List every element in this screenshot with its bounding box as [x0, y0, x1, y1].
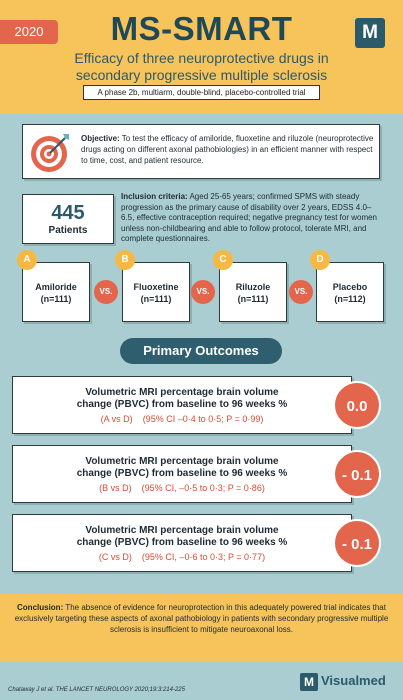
outcome-title: Volumetric MRI percentage brain volume change (PBVC) from baseline to 96 weeks % [76, 456, 288, 479]
page-subtitle: Efficacy of three neuroprotective drugs in secondary progressive multiple sclerosis [74, 50, 329, 83]
arm-badge-b: B [115, 250, 135, 270]
objective-card [22, 124, 380, 179]
inclusion-label: Inclusion criteria: [121, 192, 188, 201]
conclusion-text: The absence of evidence for neuroprotection in this adequately powered trial indicates that exclusively targeting these aspects of axonal pathobiology in patients with secondary progressive multiple sclerosis is insufficient to mitigate neuroaxonal loss. [14, 603, 389, 634]
outcome-stats: (B vs D) (95% CI, –0·5 to 0·3; P = 0·86) [99, 483, 265, 493]
citation: Chataway J et al. THE LANCET NEUROLOGY 2020;19:3:214-225 [8, 687, 185, 693]
page-title: MS-SMART [110, 10, 293, 47]
header-banner [0, 0, 403, 114]
result-circle: 0.0 [333, 381, 381, 429]
patients-label: Patients [48, 225, 88, 236]
arm-card-amiloride [22, 262, 90, 322]
objective-text [81, 133, 375, 166]
year-tag: 2020 [0, 20, 58, 44]
brand-logo-icon: M [355, 18, 385, 48]
arm-card-riluzole [219, 262, 287, 322]
footer [0, 662, 403, 700]
arm-name: Fluoxetine (n=111) [133, 282, 179, 304]
objective-label: Objective: [81, 134, 120, 143]
trial-design-label: A phase 2b, multiarm, double-blind, placebo-controlled trial [83, 85, 320, 100]
target-icon [29, 130, 73, 174]
patients-card [22, 194, 114, 244]
arm-name: Riluzole (n=111) [235, 282, 271, 304]
arm-name: Placebo (n=112) [332, 282, 368, 304]
arm-card-placebo [316, 262, 384, 322]
vs-badge: VS. [191, 280, 215, 304]
arm-card-fluoxetine [122, 262, 190, 322]
outcome-card-b-vs-d [12, 445, 352, 503]
outcome-title: Volumetric MRI percentage brain volume change (PBVC) from baseline to 96 weeks % [76, 525, 288, 548]
arm-name: Amiloride (n=111) [35, 282, 77, 304]
outcomes-heading: Primary Outcomes [120, 338, 282, 364]
inclusion-card [117, 189, 380, 247]
vs-badge: VS. [289, 280, 313, 304]
visualmed-logo-text: Visualmed [321, 673, 386, 688]
arm-badge-a: A [17, 250, 37, 270]
result-circle: - 0.1 [333, 519, 381, 567]
objective-body: To test the efficacy of amiloride, fluoxetine and riluzole (neuroprotective drugs acting on different axonal pathobiologies) in an efficient manner with respect to time, cost, and patient resource. [81, 134, 374, 165]
conclusion-label: Conclusion: [17, 603, 64, 612]
conclusion-banner [0, 594, 403, 662]
outcome-stats: (C vs D) (95% CI, –0·6 to 0·3; P = 0·77) [98, 552, 266, 562]
outcome-card-c-vs-d [12, 514, 352, 572]
outcome-stats: (A vs D) (95% CI –0·4 to 0·5; P = 0·99) [100, 414, 264, 424]
inclusion-body: Aged 25-65 years; confirmed SPMS with steady progression as the primary cause of disability over 2 years, EDSS 4.0–6.5, effective contraception required; negative pregnancy test for women unless non-childbearing and able to follow protocol, tolerate MRI, and complete questionnaires. [121, 192, 378, 243]
arm-badge-d: D [310, 250, 330, 270]
result-circle: - 0.1 [333, 450, 381, 498]
visualmed-logo-icon: M [300, 673, 318, 691]
outcome-card-a-vs-d [12, 376, 352, 434]
vs-badge: VS. [94, 280, 118, 304]
outcome-title: Volumetric MRI percentage brain volume change (PBVC) from baseline to 96 weeks % [76, 387, 288, 410]
inclusion-text [121, 192, 379, 245]
patients-count: 445 [51, 202, 85, 224]
arm-badge-c: C [213, 250, 233, 270]
